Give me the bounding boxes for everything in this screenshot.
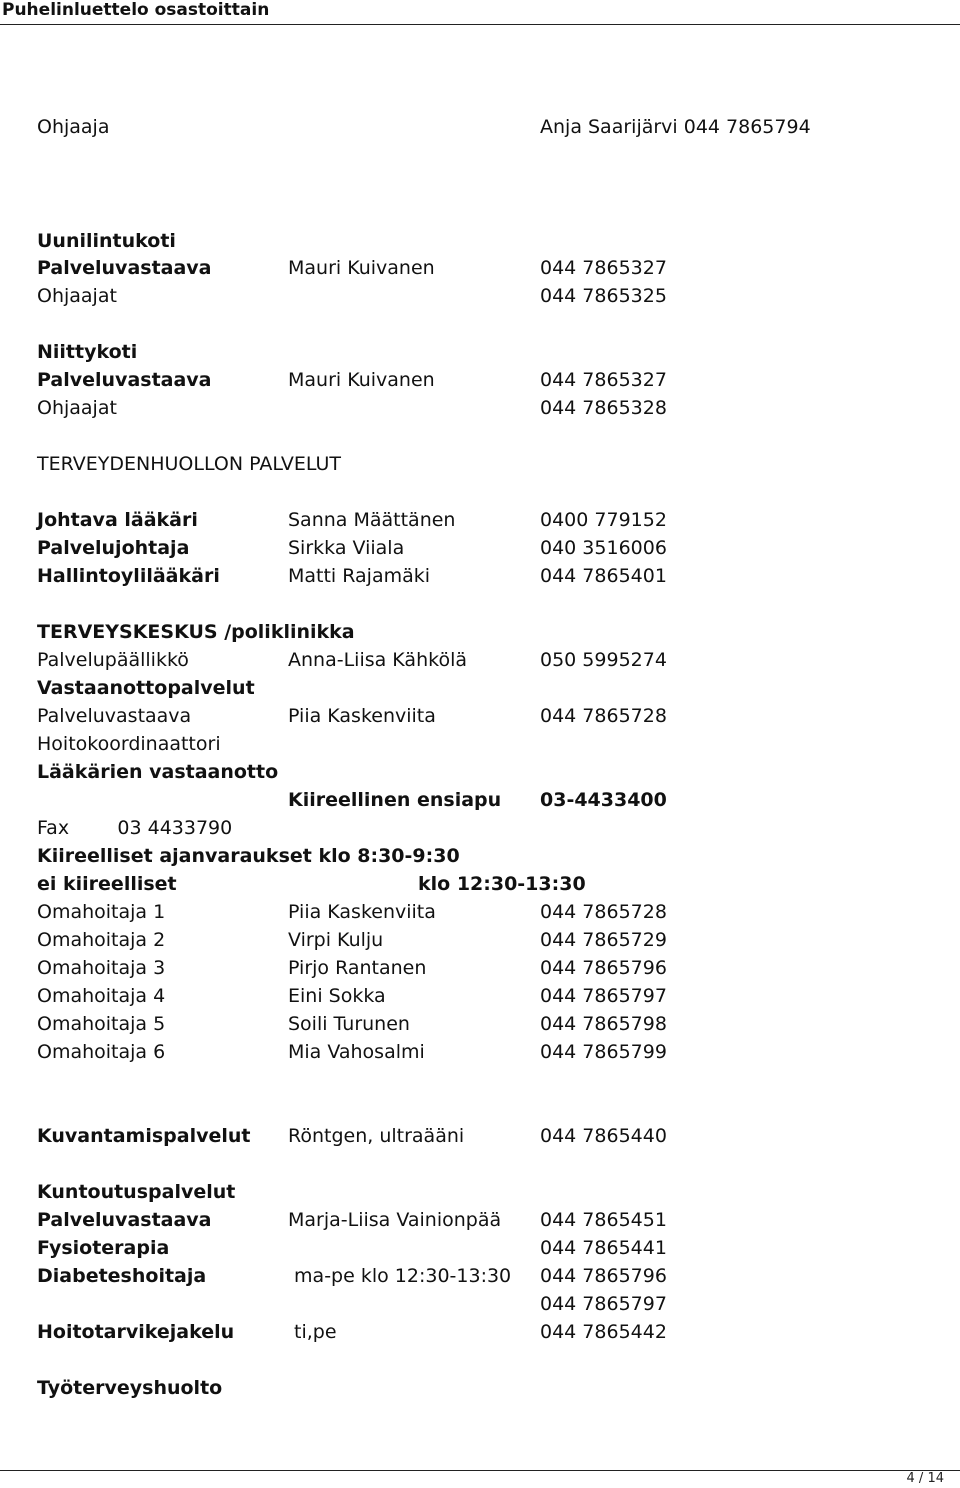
directory-row xyxy=(0,786,960,814)
row-number: 044 7865728 xyxy=(540,901,667,923)
directory-row xyxy=(0,534,960,562)
row-label: Ohjaajat xyxy=(37,397,117,419)
row-label: Kiireelliset ajanvaraukset klo 8:30-9:30 xyxy=(37,845,460,867)
row-name: Piia Kaskenviita xyxy=(288,901,436,923)
directory-row xyxy=(0,1206,960,1234)
row-label: TERVEYDENHUOLLON PALVELUT xyxy=(37,453,341,475)
row-name: ma-pe klo 12:30-13:30 xyxy=(288,1265,512,1287)
row-number: 044 7865327 xyxy=(540,369,667,391)
row-number: 044 7865442 xyxy=(540,1321,667,1343)
directory-row xyxy=(0,926,960,954)
header-divider xyxy=(0,24,960,25)
row-label: Omahoitaja 1 xyxy=(37,901,166,923)
directory-row xyxy=(0,394,960,422)
directory-row xyxy=(0,1234,960,1262)
row-label: Omahoitaja 5 xyxy=(37,1013,166,1035)
section-heading xyxy=(0,618,960,646)
directory-row xyxy=(0,562,960,590)
section-heading xyxy=(0,338,960,366)
row-label: Fysioterapia xyxy=(37,1237,170,1259)
row-label: Ohjaajat xyxy=(37,285,117,307)
row-number: 044 7865327 xyxy=(540,257,667,279)
directory-row xyxy=(0,1122,960,1150)
directory-row xyxy=(0,982,960,1010)
directory-row xyxy=(0,282,960,310)
row-number: 044 7865797 xyxy=(540,985,667,1007)
row-number: 044 7865325 xyxy=(540,285,667,307)
row-name: Soili Turunen xyxy=(288,1013,410,1035)
section-heading xyxy=(0,227,960,255)
row-name: Mauri Kuivanen xyxy=(288,257,435,279)
directory-row xyxy=(0,842,960,870)
directory-row xyxy=(0,1262,960,1290)
directory-row xyxy=(0,898,960,926)
page-number: 4 / 14 xyxy=(906,1471,944,1486)
row-label: Ohjaaja xyxy=(37,116,110,138)
row-number: 050 5995274 xyxy=(540,649,667,671)
row-label: Niittykoti xyxy=(37,341,138,363)
row-name: Sirkka Viiala xyxy=(288,537,405,559)
row-name: Anna-Liisa Kähkölä xyxy=(288,649,467,671)
row-name: Piia Kaskenviita xyxy=(288,705,436,727)
row-label: ei kiireelliset xyxy=(37,873,177,895)
directory-row xyxy=(0,870,960,898)
row-label: TERVEYSKESKUS /poliklinikka xyxy=(37,621,355,643)
row-name: Virpi Kulju xyxy=(288,929,384,951)
directory-row xyxy=(0,702,960,730)
row-hours: klo 12:30-13:30 xyxy=(418,873,586,895)
footer-divider xyxy=(0,1470,960,1471)
row-name: Pirjo Rantanen xyxy=(288,957,427,979)
directory-row xyxy=(0,730,960,758)
row-label: Palveluvastaava xyxy=(37,1209,212,1231)
row-number: 044 7865796 xyxy=(540,1265,667,1287)
row-label: Vastaanottopalvelut xyxy=(37,677,255,699)
row-label: Palveluvastaava xyxy=(37,369,212,391)
row-number: 044 7865729 xyxy=(540,929,667,951)
row-name: Mauri Kuivanen xyxy=(288,369,435,391)
row-label: Työterveyshuolto xyxy=(37,1377,223,1399)
row-number: 044 7865451 xyxy=(540,1209,667,1231)
row-name: ti,pe xyxy=(288,1321,337,1343)
row-label: Hoitotarvikejakelu xyxy=(37,1321,235,1343)
row-name: Marja-Liisa Vainionpää xyxy=(288,1209,502,1231)
page-title: Puhelinluettelo osastoittain xyxy=(2,0,270,20)
row-name: Matti Rajamäki xyxy=(288,565,431,587)
row-label: Omahoitaja 6 xyxy=(37,1041,166,1063)
page-header xyxy=(0,0,960,26)
section-heading xyxy=(0,1374,960,1402)
directory-row xyxy=(0,1290,960,1318)
row-label: Omahoitaja 3 xyxy=(37,957,166,979)
section-heading xyxy=(0,758,960,786)
row-name: Mia Vahosalmi xyxy=(288,1041,425,1063)
row-number: 044 7865728 xyxy=(540,705,667,727)
directory-row xyxy=(0,506,960,534)
row-number: 044 7865401 xyxy=(540,565,667,587)
row-name: Röntgen, ultraääni xyxy=(288,1125,465,1147)
row-label: Uunilintukoti xyxy=(37,230,176,252)
row-number: Anja Saarijärvi 044 7865794 xyxy=(540,116,811,138)
row-label: Palvelujohtaja xyxy=(37,537,190,559)
row-label: Kuvantamispalvelut xyxy=(37,1125,251,1147)
row-number: 044 7865798 xyxy=(540,1013,667,1035)
row-name: Sanna Määttänen xyxy=(288,509,456,531)
row-label: Omahoitaja 4 xyxy=(37,985,166,1007)
row-label: Fax 03 4433790 xyxy=(37,817,233,839)
directory-row xyxy=(0,366,960,394)
row-number: 044 7865441 xyxy=(540,1237,667,1259)
row-label: Omahoitaja 2 xyxy=(37,929,166,951)
row-label: Hallintoylilääkäri xyxy=(37,565,220,587)
row-label: Palveluvastaava xyxy=(37,705,192,727)
row-number: 044 7865797 xyxy=(540,1293,667,1315)
row-label: Hoitokoordinaattori xyxy=(37,733,221,755)
section-heading xyxy=(0,450,960,478)
row-number: 044 7865796 xyxy=(540,957,667,979)
row-label: Diabeteshoitaja xyxy=(37,1265,207,1287)
row-number: 03-4433400 xyxy=(540,789,667,811)
row-label: Kuntoutuspalvelut xyxy=(37,1181,236,1203)
row-name: Eini Sokka xyxy=(288,985,386,1007)
row-number: 0400 779152 xyxy=(540,509,667,531)
row-number: 044 7865328 xyxy=(540,397,667,419)
directory-row xyxy=(0,254,960,282)
directory-row xyxy=(0,1318,960,1346)
row-number: 044 7865799 xyxy=(540,1041,667,1063)
row-label: Palveluvastaava xyxy=(37,257,212,279)
row-name: Kiireellinen ensiapu xyxy=(288,789,502,811)
directory-row xyxy=(0,814,960,842)
directory-row xyxy=(0,1010,960,1038)
section-heading xyxy=(0,1178,960,1206)
row-number: 044 7865440 xyxy=(540,1125,667,1147)
directory-row xyxy=(0,1038,960,1066)
row-label: Palvelupäällikkö xyxy=(37,649,189,671)
row-label: Lääkärien vastaanotto xyxy=(37,761,279,783)
directory-row xyxy=(0,954,960,982)
section-heading xyxy=(0,674,960,702)
row-number: 040 3516006 xyxy=(540,537,667,559)
directory-row xyxy=(0,646,960,674)
row-label: Johtava lääkäri xyxy=(37,509,198,531)
directory-row xyxy=(0,113,960,141)
